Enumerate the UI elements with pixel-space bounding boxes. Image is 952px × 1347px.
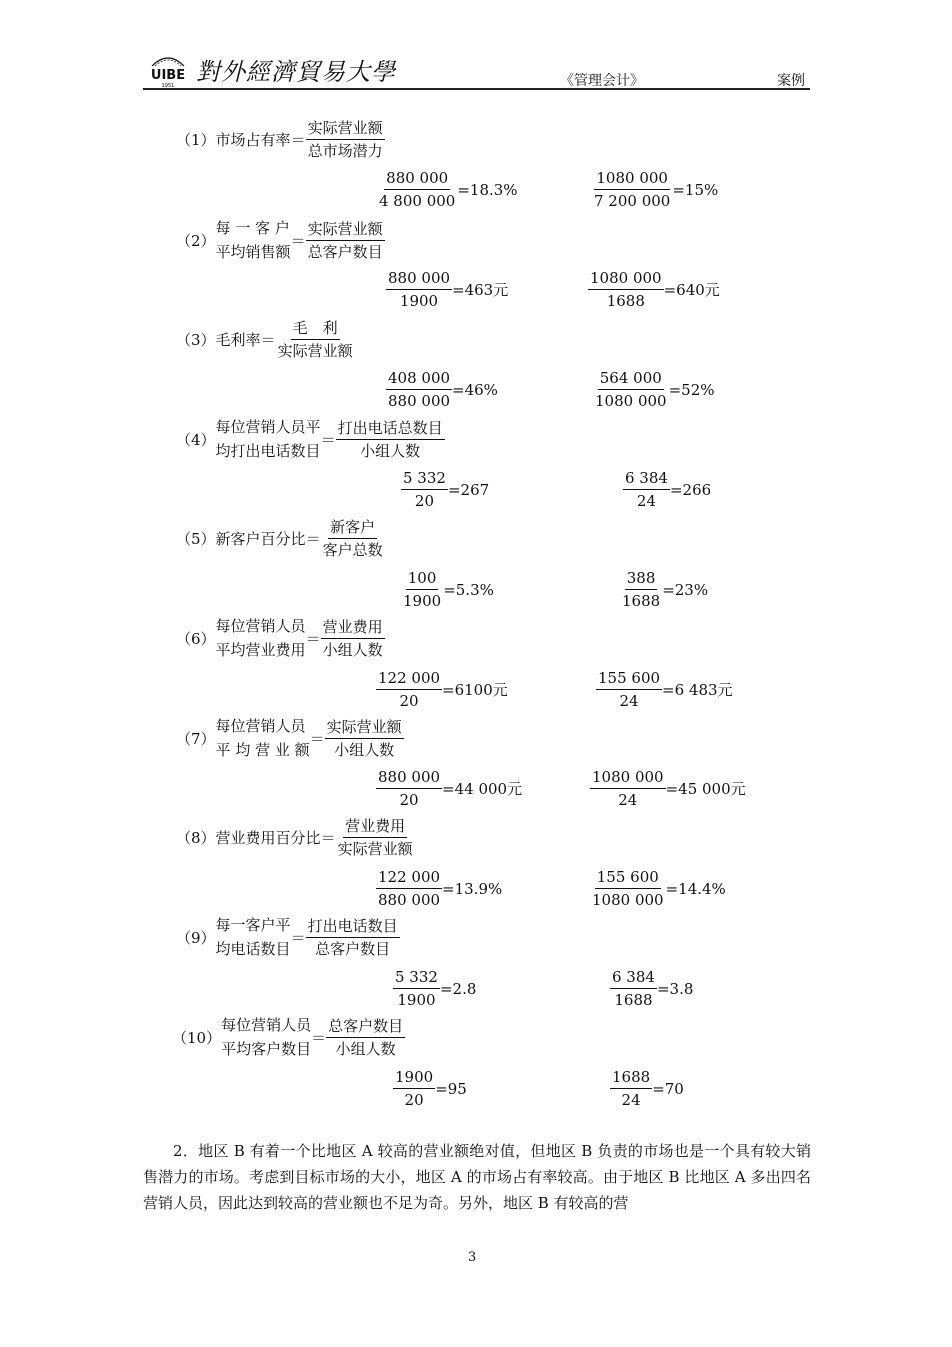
item-1-definition: （1） 市场占有率 ＝ $\frac{\text{实际营业额}}{\text{总市场潜力}}$ — [176, 119, 383, 160]
value-numerator: 100 — [406, 567, 439, 590]
value-result: =14.4% — [665, 879, 726, 898]
value-denominator: 20 — [399, 791, 419, 809]
value-result: =6 483元 — [662, 681, 733, 699]
value-denominator: 20 — [399, 692, 419, 710]
page-number: 3 — [468, 1250, 477, 1265]
value-result: =15% — [672, 180, 719, 199]
value-result: =3.8 — [656, 979, 694, 998]
value-denominator: 24 — [619, 692, 639, 710]
value-denominator: 1900 — [403, 592, 442, 610]
formula-numerator: 毛 利 — [291, 317, 340, 340]
item-7-region-a — [376, 766, 522, 811]
item-4-region-a — [401, 467, 489, 512]
item-index: （9） — [176, 928, 216, 947]
item-10-definition: （10） 每位营销人员 平均客户数目 ＝ $\frac{\text{总客户数目}}{\text{小组人数}}$ — [172, 1013, 405, 1061]
item-9-region-b — [610, 966, 693, 1011]
item-3-region-b — [593, 367, 715, 412]
value-denominator: 1080 000 — [592, 891, 664, 909]
formula-denominator: 小组人数 — [334, 740, 395, 759]
item-8-region-a — [376, 866, 502, 911]
value-result: =463元 — [452, 281, 509, 299]
item-3-definition: （3） 毛利率 ＝ $\frac{\text{毛 利}}{\text{实际营业额}}$ — [176, 319, 353, 360]
value-result: =70 — [652, 1079, 684, 1098]
value-result: =44 000元 — [442, 780, 523, 798]
item-label: 每位营销人员平 均打出电话数目 — [215, 418, 321, 460]
item-label: 营业费用百分比 — [215, 829, 321, 847]
value-numerator: 155 600 — [595, 866, 661, 889]
value-denominator: 24 — [636, 492, 657, 510]
item-formula — [336, 815, 415, 860]
item-8-region-b — [590, 866, 726, 911]
formula-denominator: 小组人数 — [360, 441, 421, 460]
value-result: =45 000元 — [665, 780, 746, 798]
section-label: 案例 — [777, 73, 805, 89]
value-numerator: 122 000 — [376, 667, 442, 690]
value-numerator: 880 000 — [386, 267, 452, 290]
value-denominator: 24 — [621, 1091, 641, 1109]
item-formula — [321, 516, 385, 561]
university-logo — [146, 48, 190, 88]
item-formula — [276, 317, 355, 362]
item-6-definition: （6） 每位营销人员 平均营业费用 ＝ $\frac{\text{营业费用}}{\text{小组人数}}$ — [176, 614, 385, 662]
item-index: （4） — [176, 430, 216, 449]
value-numerator: 1080 000 — [590, 766, 666, 789]
item-6-region-b — [596, 667, 733, 712]
value-numerator: 155 600 — [596, 667, 662, 690]
value-result: =5.3% — [443, 580, 494, 599]
formula-numerator: 实际营业额 — [306, 117, 385, 140]
value-numerator: 6 384 — [623, 467, 670, 490]
item-label: 毛利率 — [215, 331, 261, 349]
value-numerator: 5 332 — [401, 467, 448, 490]
item-10-region-b — [610, 1066, 684, 1111]
value-result: =18.3% — [457, 180, 518, 199]
item-formula — [306, 915, 400, 960]
analysis-paragraph — [143, 1138, 811, 1216]
formula-denominator: 总客户数目 — [315, 939, 391, 958]
value-numerator: 880 000 — [384, 167, 450, 190]
logo-year: 1951 — [161, 83, 175, 88]
item-2-region-b — [588, 267, 720, 312]
value-denominator: 1688 — [606, 292, 645, 310]
value-denominator: 880 000 — [378, 891, 441, 909]
formula-denominator: 小组人数 — [322, 640, 383, 659]
value-result: =52% — [668, 380, 715, 399]
item-label: 市场占有率 — [215, 131, 291, 149]
formula-numerator: 实际营业额 — [325, 716, 404, 739]
value-numerator: 408 000 — [386, 367, 452, 390]
item-2-region-a — [386, 267, 508, 312]
value-denominator: 4 800 000 — [379, 192, 456, 210]
value-result: =267 — [447, 480, 490, 499]
item-5-definition: （5） 新客户百分比 ＝ $\frac{\text{新客户}}{\text{客户总数}}$ — [176, 518, 383, 559]
item-formula — [326, 1015, 405, 1060]
item-index: （7） — [176, 729, 216, 748]
formula-numerator: 实际营业额 — [306, 218, 385, 241]
item-5-region-a — [401, 567, 494, 612]
item-formula — [321, 616, 385, 661]
item-8-definition: （8） 营业费用百分比 ＝ $\frac{\text{营业费用}}{\text{实际营业额}}$ — [176, 817, 413, 858]
item-4-region-b — [623, 467, 711, 512]
formula-numerator: 营业费用 — [343, 815, 407, 838]
item-1-region-b — [592, 167, 718, 212]
value-result: =23% — [662, 580, 709, 599]
formula-denominator: 客户总数 — [322, 541, 383, 559]
value-result: =46% — [452, 380, 498, 399]
item-formula — [325, 716, 404, 761]
value-denominator: 1688 — [622, 592, 661, 610]
value-denominator: 1900 — [399, 292, 439, 310]
value-numerator: 1900 — [393, 1066, 435, 1089]
item-6-region-a — [376, 667, 508, 712]
formula-numerator: 打出电话总数目 — [336, 417, 445, 440]
value-denominator: 880 000 — [388, 392, 451, 410]
value-numerator: 6 384 — [610, 966, 657, 989]
logo-text: UIBE — [150, 68, 186, 83]
value-numerator: 122 000 — [376, 866, 442, 889]
value-numerator: 1688 — [610, 1066, 652, 1089]
value-result: =266 — [669, 480, 712, 499]
item-index: （2） — [176, 231, 216, 250]
value-denominator: 1688 — [614, 991, 653, 1009]
formula-numerator: 总客户数目 — [326, 1015, 405, 1038]
value-numerator: 880 000 — [376, 766, 442, 789]
formula-denominator: 实际营业额 — [337, 840, 413, 858]
course-title: 《管理会计》 — [560, 73, 644, 89]
item-4-definition: （4） 每位营销人员平 均打出电话数目 ＝ $\frac{\text{打出电话总数目}}{\text{小组人数}}$ — [176, 415, 445, 463]
item-index: （8） — [176, 829, 216, 847]
value-result: =6100元 — [442, 681, 508, 699]
value-result: =13.9% — [442, 879, 503, 898]
item-2-definition: （2） 每 一 客 户 平均销售额 ＝ $\frac{\text{实际营业额}}{\text{总客户数目}}$ — [176, 216, 385, 264]
value-result: =640元 — [663, 281, 720, 299]
formula-denominator: 实际营业额 — [277, 342, 353, 360]
item-index: （3） — [176, 331, 216, 349]
item-label: 每 一 客 户 平均销售额 — [215, 219, 291, 261]
value-denominator: 1080 000 — [595, 392, 667, 410]
formula-denominator: 总客户数目 — [307, 242, 383, 261]
value-denominator: 20 — [414, 492, 435, 510]
item-index: （1） — [176, 131, 216, 149]
item-formula — [336, 417, 445, 462]
value-numerator: 388 — [625, 567, 658, 590]
header-divider — [143, 88, 810, 90]
value-numerator: 564 000 — [598, 367, 664, 390]
value-numerator: 1080 000 — [594, 167, 670, 190]
item-label: 新客户百分比 — [215, 530, 306, 548]
item-label: 每位营销人员 平均客户数目 — [221, 1016, 312, 1058]
paragraph-text: 2．地区 B 有着一个比地区 A 较高的营业额绝对值，但地区 B 负责的市场也是一个具有较大销售潜力的市场。考虑到目标市场的大小，地区 A 的市场占有率较高。由于地区 B 比地区 A 多出四名营销人员，因此达到较高的营业额也不足为奇。另外，地区 B 有较高的营 — [143, 1142, 811, 1212]
item-index: （5） — [176, 530, 216, 548]
item-3-region-a — [386, 367, 498, 412]
formula-numerator: 营业费用 — [321, 616, 385, 639]
value-result: =2.8 — [439, 979, 477, 998]
item-label: 每位营销人员 平 均 营 业 额 — [215, 717, 310, 759]
value-numerator: 5 332 — [393, 966, 440, 989]
item-5-region-b — [620, 567, 708, 612]
value-denominator: 20 — [404, 1091, 424, 1109]
value-numerator: 1080 000 — [588, 267, 664, 290]
formula-numerator: 新客户 — [328, 516, 377, 539]
item-formula — [306, 117, 385, 162]
item-1-region-a — [377, 167, 518, 212]
university-seal-icon — [146, 48, 190, 88]
item-7-definition: （7） 每位营销人员 平 均 营 业 额 ＝ $\frac{\text{实际营业额}}{\text{小组人数}}$ — [176, 714, 404, 762]
university-name: 對外經濟貿易大學 — [196, 58, 396, 86]
item-10-region-a — [393, 1066, 467, 1111]
item-index: （6） — [176, 629, 216, 648]
formula-denominator: 小组人数 — [335, 1039, 396, 1058]
formula-numerator: 打出电话数目 — [306, 915, 400, 938]
item-label: 每一客户平 均电话数目 — [215, 916, 291, 958]
item-formula — [306, 218, 385, 263]
item-9-region-a — [393, 966, 476, 1011]
formula-denominator: 总市场潜力 — [307, 142, 383, 160]
item-index: （10） — [172, 1028, 222, 1047]
value-denominator: 1900 — [397, 991, 436, 1009]
value-denominator: 7 200 000 — [594, 192, 671, 210]
item-9-definition: （9） 每一客户平 均电话数目 ＝ $\frac{\text{打出电话数目}}{\text{总客户数目}}$ — [176, 913, 400, 961]
item-label: 每位营销人员 平均营业费用 — [215, 617, 306, 659]
item-7-region-b — [590, 766, 746, 811]
value-result: =95 — [435, 1079, 467, 1098]
value-denominator: 24 — [618, 791, 638, 809]
